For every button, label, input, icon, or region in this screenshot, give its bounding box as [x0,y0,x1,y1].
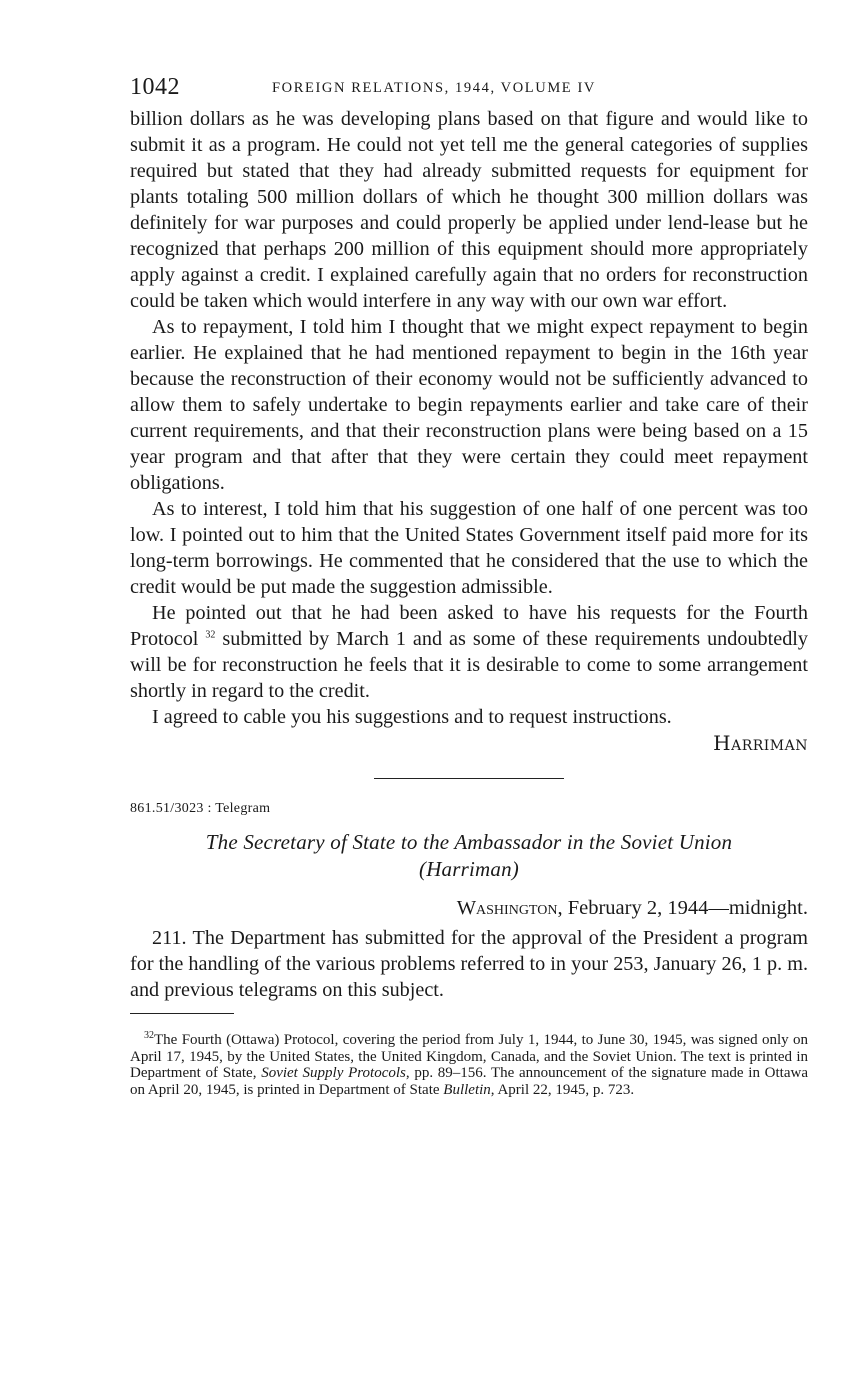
footnote-number: 32 [144,1030,154,1041]
paragraph: I agreed to cable you his suggestions and to request instructions. [152,706,672,728]
heading-line: (Harriman) [419,857,519,881]
footnote-rule [130,1013,234,1014]
running-head-title: FOREIGN RELATIONS, 1944, VOLUME IV [272,80,596,96]
document-heading [130,829,808,883]
signature: Harriman [713,731,808,755]
paragraph-text: submitted by March 1 and as some of these requirements undoubtedly will be for reconstruction he feels that it is desirable to come to some arrangement shortly in regard to the credit. [130,628,808,702]
paragraph: As to interest, I told him that his suggestion of one half of one percent was too low. I pointed out to him that the United States Government itself paid more for its long-term borrowings. He commented that he considered that the use to which the credit would be put made the suggestion admissible. [130,498,808,598]
letter-body [130,106,808,730]
footnote-reference: 32 [205,629,216,641]
footnote-text: The Fourth (Ottawa) Protocol, covering the period from July 1, 1944, to June 30, 1945, was signed only on April 17, 1945, by the United States, the United Kingdom, Canada, and the Soviet Union. The text is printed in Department of State, [130,1032,808,1081]
running-head [130,72,808,106]
paragraph [130,600,808,704]
dateline [130,895,808,921]
telegram-body [130,925,808,1003]
document-page [130,72,808,1098]
paragraph-text: He pointed out that he had been asked to have his requests for the Fourth Protocol [130,602,808,650]
paragraph: 211. The Department has submitted for the approval of the President a program for the handling of the various problems referred to in your 253, January 26, 1 p. m. and previous telegrams on this subject. [130,927,808,1001]
footnote [130,1032,808,1098]
section-divider [374,778,564,779]
page-number: 1042 [130,74,180,100]
footnote-text: , April 22, 1945, p. 723. [490,1081,635,1098]
dateline-date: February 2, 1944—midnight. [562,897,808,919]
heading-line: The Secretary of State to the Ambassador in the Soviet Union [205,830,733,854]
footnote-title: Soviet Supply Protocols [261,1065,406,1081]
paragraph: As to repayment, I told him I thought that we might expect repayment to begin earlier. He explained that he had mentioned repayment to begin in the 16th year because the reconstruction of their economy would not be sufficiently advanced to allow them to safely undertake to begin repayments earlier and take care of their current requirements, and that their reconstruction plans were being based on a 15 year program and that after that they were certain they could meet repayment obligations. [130,316,808,494]
footnote-text: , pp. 89–156. The announcement of the signature made in Ottawa on April 20, 1945, is printed in Department of State [130,1065,808,1098]
file-reference: 861.51/3023 : Telegram [130,801,271,816]
footnote-title: Bulletin [443,1081,491,1098]
paragraph: billion dollars as he was developing plans based on that figure and would like to submit it as a program. He could not yet tell me the general categories of supplies required but stated that they had already submitted requests for equipment for plants totaling 500 million dollars of which he thought 300 million dollars was definitely for war purposes and could properly be applied under lend-lease but he recognized that perhaps 200 million of this equipment should more appropriately apply against a credit. I explained carefully again that no orders for reconstruction could be taken which would interfere in any way with our own war effort. [130,108,808,312]
dateline-place: Washington, [456,897,563,919]
